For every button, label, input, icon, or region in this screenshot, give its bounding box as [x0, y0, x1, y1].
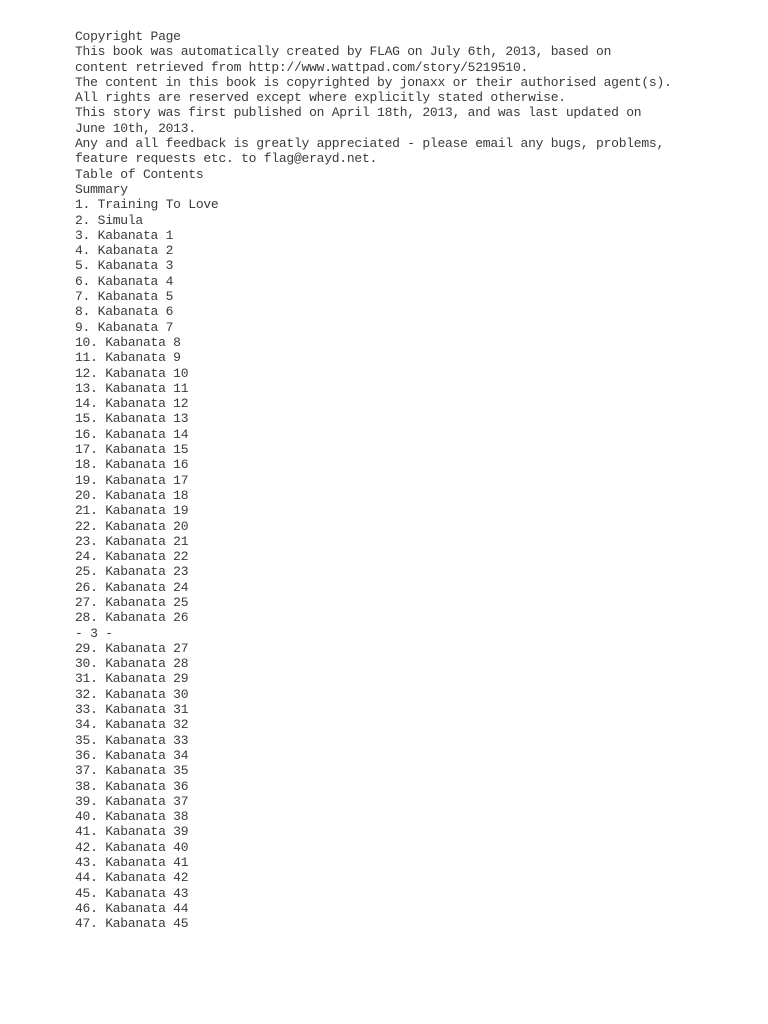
toc-entry: 4. Kabanata 2 [75, 243, 174, 259]
toc-entry: 13. Kabanata 11 [75, 380, 189, 396]
toc-entry: 20. Kabanata 18 [75, 487, 189, 503]
copyright-line: This story was first published on April 18th, 2013, and was last updated on [75, 105, 642, 121]
toc-summary: Summary [75, 181, 128, 197]
toc-entry: 21. Kabanata 19 [75, 503, 189, 519]
toc-entry: 26. Kabanata 24 [75, 579, 189, 595]
toc-entry: 34. Kabanata 32 [75, 717, 189, 733]
toc-entry: 37. Kabanata 35 [75, 763, 189, 779]
toc-list [75, 197, 755, 625]
toc-entry: 14. Kabanata 12 [75, 396, 189, 412]
copyright-line: content retrieved from http://www.wattpad.com/story/5219510. [75, 59, 529, 75]
toc-entry: 47. Kabanata 45 [75, 916, 189, 932]
toc-entry: 25. Kabanata 23 [75, 564, 189, 580]
copyright-line: The content in this book is copyrighted by jonaxx or their authorised agent(s). [75, 74, 672, 90]
toc-entry: 32. Kabanata 30 [75, 686, 189, 702]
page-number: - 3 - [75, 625, 113, 641]
toc-entry: 46. Kabanata 44 [75, 900, 189, 916]
toc-list [75, 641, 755, 932]
toc-entry: 7. Kabanata 5 [75, 289, 174, 305]
toc-entry: 41. Kabanata 39 [75, 824, 189, 840]
toc-entry: 30. Kabanata 28 [75, 656, 189, 672]
toc-entry: 29. Kabanata 27 [75, 640, 189, 656]
document-page [75, 29, 755, 932]
toc-entry: 36. Kabanata 34 [75, 747, 189, 763]
toc-entry: 22. Kabanata 20 [75, 518, 189, 534]
copyright-heading: Copyright Page [75, 29, 181, 44]
toc-entry: 24. Kabanata 22 [75, 549, 189, 565]
toc-entry: 1. Training To Love [75, 197, 219, 213]
toc-entry: 43. Kabanata 41 [75, 855, 189, 871]
copyright-line: feature requests etc. to flag@erayd.net. [75, 151, 378, 167]
toc-entry: 12. Kabanata 10 [75, 365, 189, 381]
copyright-notice [75, 44, 755, 166]
toc-entry: 2. Simula [75, 212, 143, 228]
toc-entry: 3. Kabanata 1 [75, 227, 174, 243]
toc-entry: 33. Kabanata 31 [75, 702, 189, 718]
toc-entry: 42. Kabanata 40 [75, 839, 189, 855]
toc-entry: 27. Kabanata 25 [75, 594, 189, 610]
toc-entry: 8. Kabanata 6 [75, 304, 174, 320]
toc-entry: 45. Kabanata 43 [75, 885, 189, 901]
toc-entry: 11. Kabanata 9 [75, 350, 181, 366]
copyright-line: This book was automatically created by FLAG on July 6th, 2013, based on [75, 44, 612, 60]
toc-entry: 23. Kabanata 21 [75, 533, 189, 549]
toc-entry: 28. Kabanata 26 [75, 610, 189, 626]
toc-entry: 5. Kabanata 3 [75, 258, 174, 274]
toc-entry: 18. Kabanata 16 [75, 457, 189, 473]
toc-heading: Table of Contents [75, 166, 204, 182]
toc-entry: 44. Kabanata 42 [75, 870, 189, 886]
copyright-line: June 10th, 2013. [75, 120, 196, 136]
toc-entry: 9. Kabanata 7 [75, 319, 174, 335]
toc-entry: 40. Kabanata 38 [75, 809, 189, 825]
toc-entry: 39. Kabanata 37 [75, 793, 189, 809]
toc-entry: 16. Kabanata 14 [75, 426, 189, 442]
toc-entry: 38. Kabanata 36 [75, 778, 189, 794]
toc-entry: 35. Kabanata 33 [75, 732, 189, 748]
toc-entry: 6. Kabanata 4 [75, 273, 174, 289]
toc-entry: 31. Kabanata 29 [75, 671, 189, 687]
toc-entry: 19. Kabanata 17 [75, 472, 189, 488]
toc-entry: 10. Kabanata 8 [75, 334, 181, 350]
toc-entry: 17. Kabanata 15 [75, 442, 189, 458]
toc-entry: 15. Kabanata 13 [75, 411, 189, 427]
copyright-line: All rights are reserved except where explicitly stated otherwise. [75, 90, 566, 106]
copyright-line: Any and all feedback is greatly appreciated - please email any bugs, problems, [75, 136, 664, 152]
